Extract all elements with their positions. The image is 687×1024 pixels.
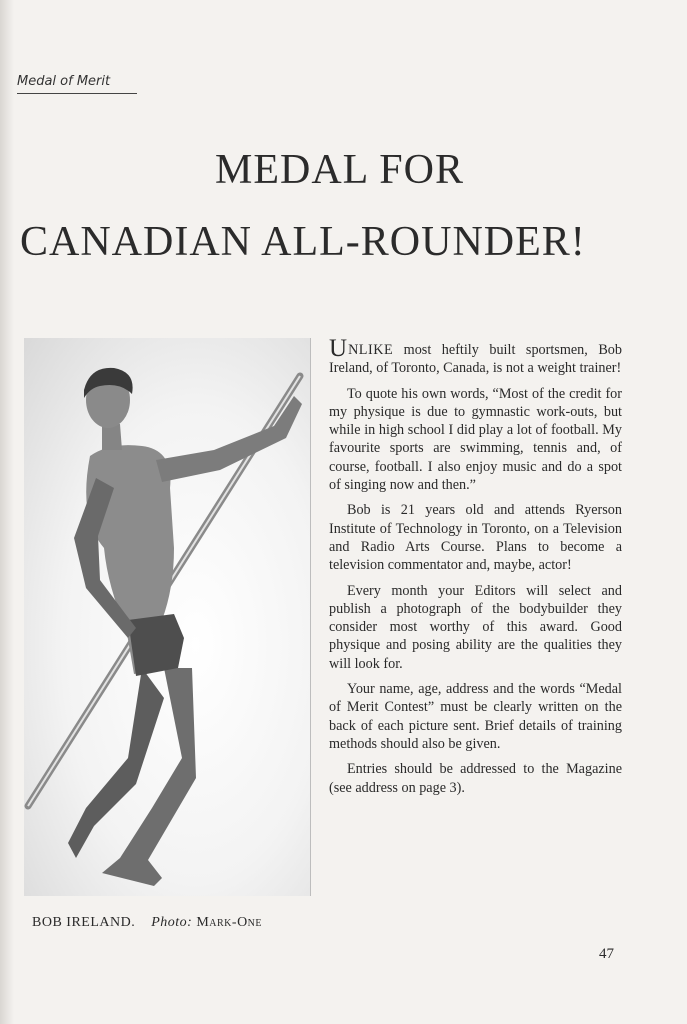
article-paragraph-3: Bob is 21 years old and attends Ryerson Institute of Technology in Toronto, on a Television and Radio Arts Course. Plans to become a television commentator and, maybe, actor! bbox=[329, 502, 622, 574]
section-label: Medal of Merit bbox=[17, 74, 111, 89]
photo-caption bbox=[32, 915, 262, 931]
caption-photographer: Mark-One bbox=[196, 915, 263, 930]
article-paragraph-1 bbox=[329, 335, 622, 378]
article-paragraph-2: To quote his own words, “Most of the credit for my physique is due to gymnastic work-outs, but while in high school I did play a lot of football. My favourite sports are swimming, tennis and, of course, football. I also enjoy music and do a spot of singing now and then.” bbox=[329, 385, 622, 494]
paragraph-1-text: most heftily built sportsmen, Bob Ireland, of Toronto, Canada, is not a weight trainer! bbox=[329, 342, 622, 377]
athlete-photo bbox=[24, 338, 311, 896]
article-paragraph-6: Entries should be addressed to the Magazine (see address on page 3). bbox=[329, 761, 622, 796]
article-body bbox=[329, 335, 622, 804]
lead-word: NLIKE bbox=[348, 342, 394, 358]
caption-photo-label: Photo: bbox=[151, 915, 193, 930]
article-paragraph-5: Your name, age, address and the words “Medal of Merit Contest” must be clearly written on the back of each picture sent. Brief details of training methods should also be given. bbox=[329, 681, 622, 752]
section-label-underline bbox=[17, 93, 137, 94]
athlete-figure-illustration bbox=[24, 338, 310, 896]
article-paragraph-4: Every month your Editors will select and publish a photograph of the bodybuilder they consider most worthy of this award. Good physique and posing ability are the qualities they will look for. bbox=[329, 582, 622, 672]
drop-cap: U bbox=[329, 335, 348, 362]
headline-line-1: MEDAL FOR bbox=[215, 147, 464, 193]
caption-subject-name: BOB IRELAND. bbox=[32, 915, 136, 930]
headline-line-2: CANADIAN ALL-ROUNDER! bbox=[20, 219, 586, 265]
page-number: 47 bbox=[599, 946, 614, 962]
